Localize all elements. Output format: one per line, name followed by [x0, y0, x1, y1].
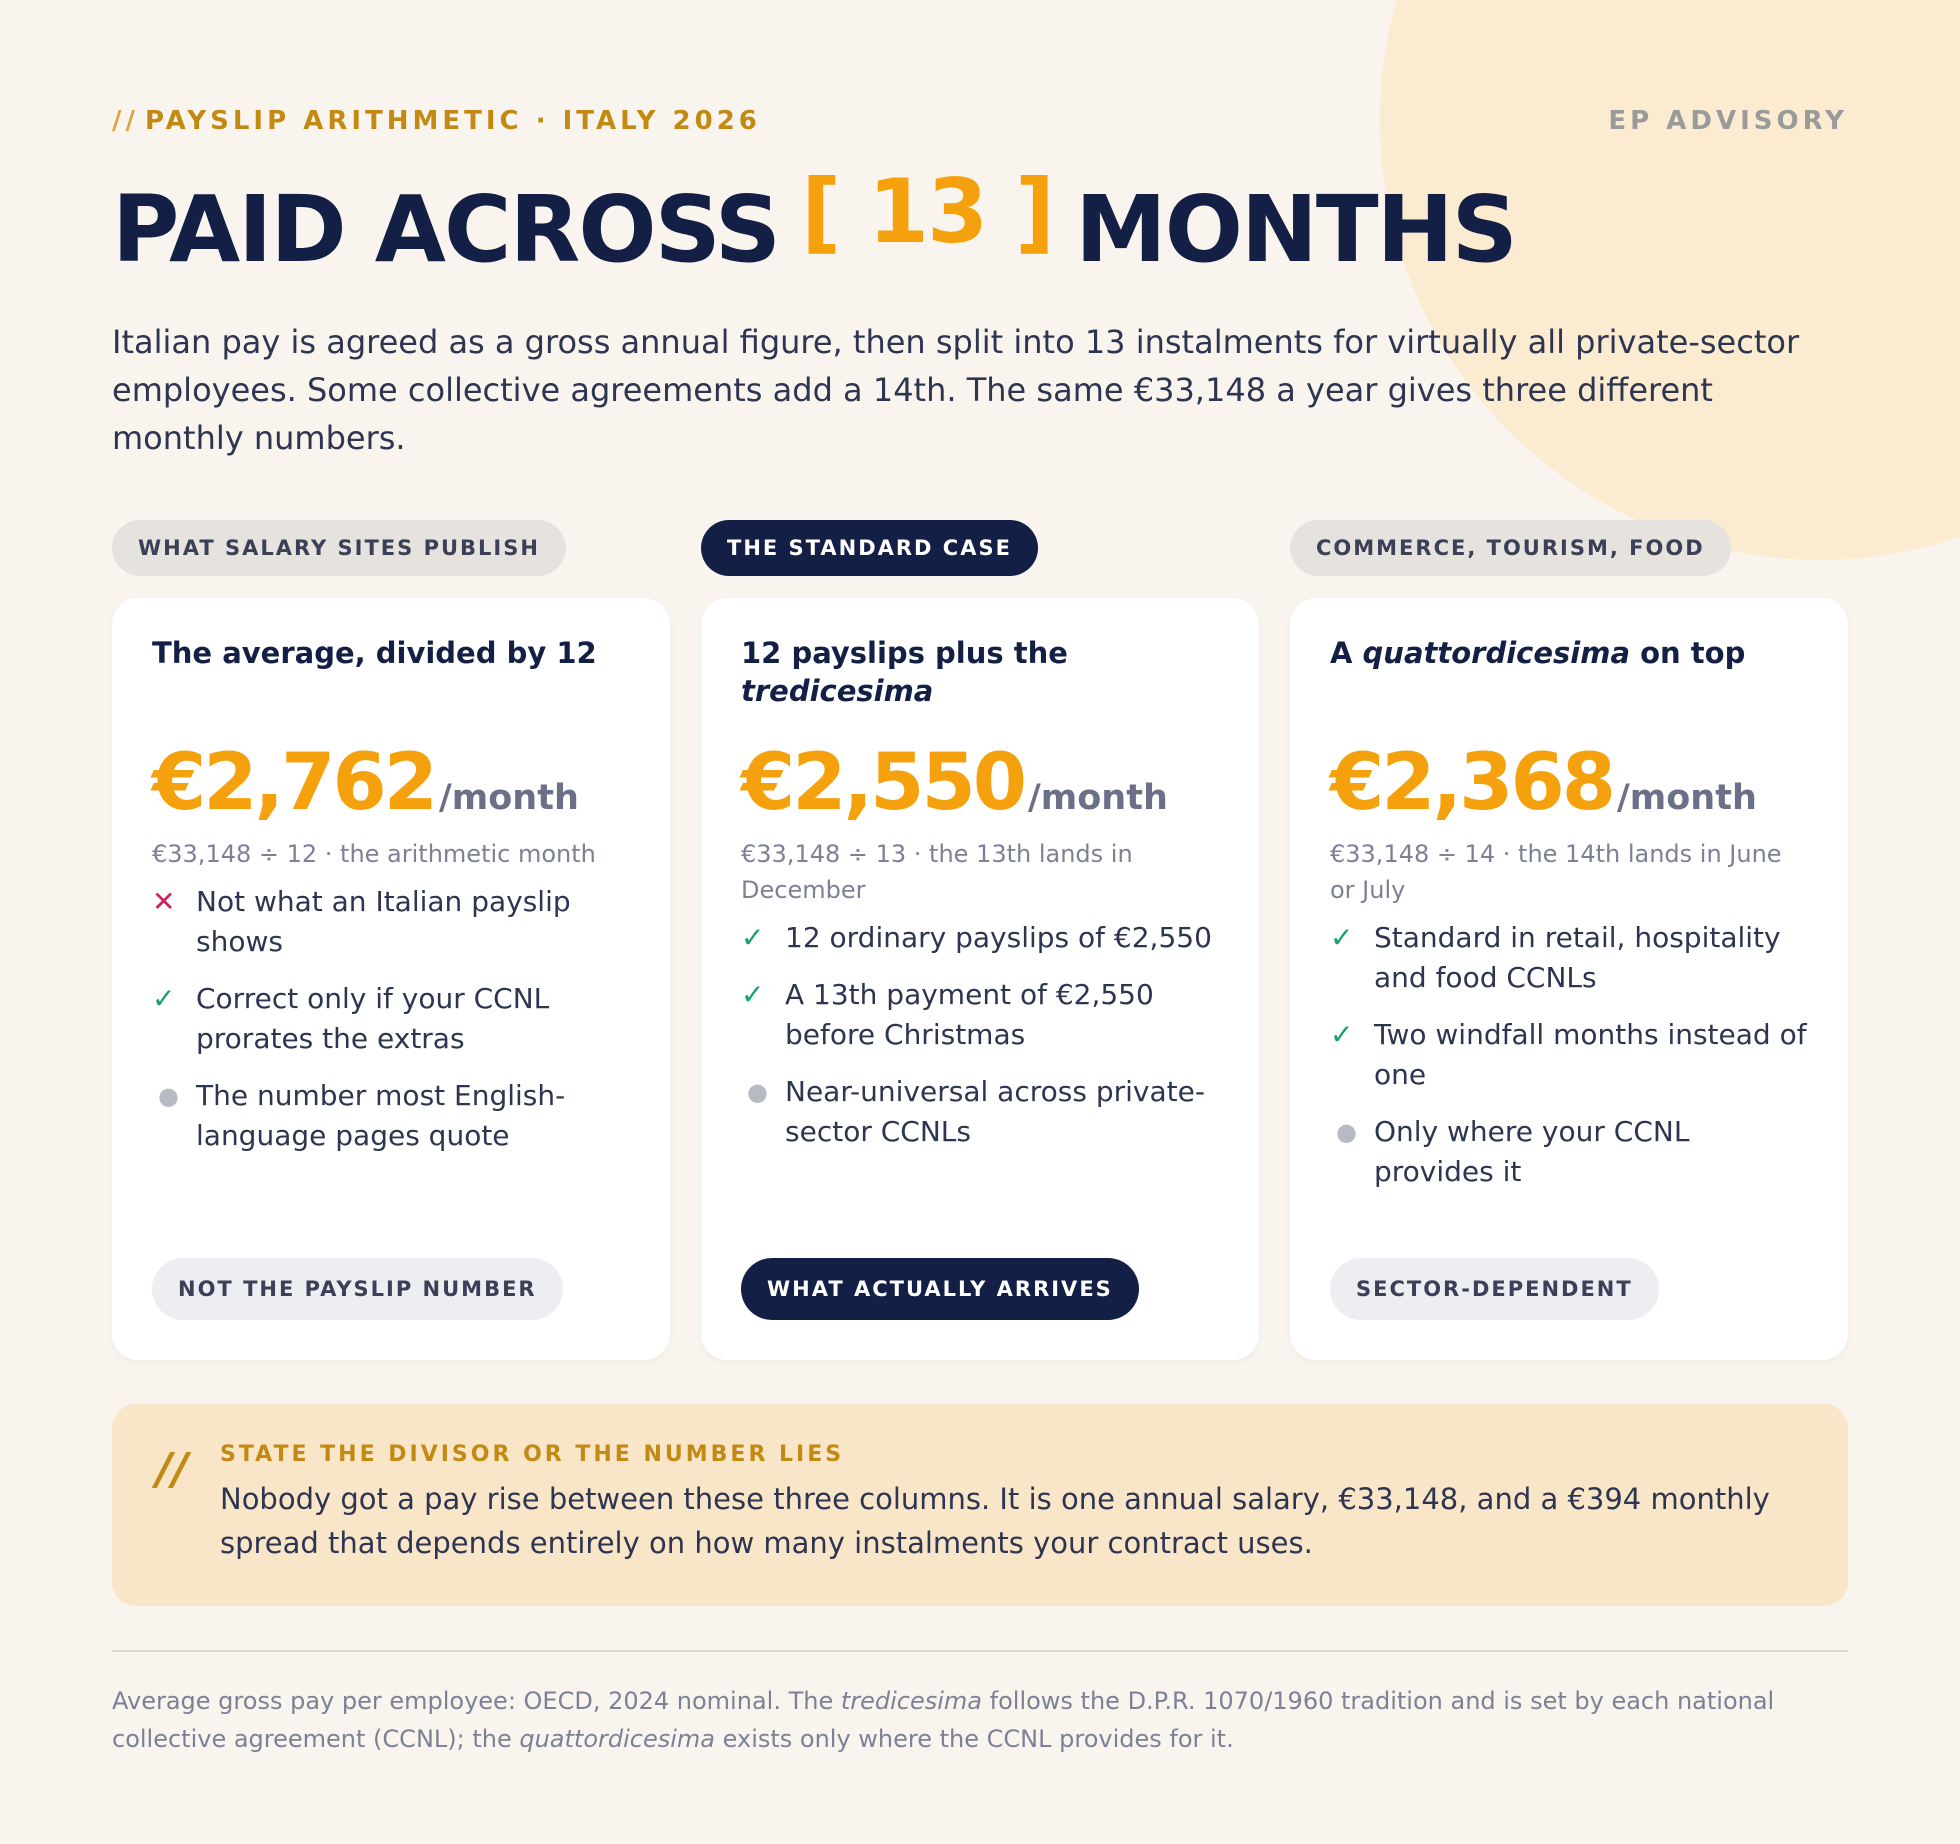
feature-list — [1330, 918, 1808, 1192]
card-title-italic: tredicesima — [741, 674, 934, 708]
list-item-text: Standard in retail, hospitality and food CCNLs — [1374, 921, 1781, 994]
list-item — [741, 918, 1219, 958]
title-post: MONTHS — [1075, 176, 1516, 283]
source-text-c: exists only where the CCNL provides for it. — [715, 1725, 1234, 1753]
list-item — [152, 979, 630, 1059]
bullet-dot-icon: ● — [1336, 1118, 1357, 1146]
feature-list — [152, 882, 630, 1156]
list-item-text: Near-universal across private-sector CCNLs — [785, 1075, 1205, 1148]
kicker-text: PAYSLIP ARITHMETIC · ITALY 2026 — [145, 106, 761, 136]
title-pre: PAID ACROSS — [112, 176, 779, 283]
monthly-price — [741, 738, 1219, 828]
list-item — [1330, 1112, 1808, 1192]
column-tag: WHAT SALARY SITES PUBLISH — [112, 520, 566, 576]
source-text-a: Average gross pay per employee: OECD, 2024 nominal. The — [112, 1687, 841, 1715]
card-title-text: A — [1330, 636, 1363, 670]
card — [701, 598, 1259, 1360]
kicker-slashes: // — [112, 106, 139, 136]
list-item-text: Correct only if your CCNL prorates the extras — [196, 982, 550, 1055]
list-item-text: Two windfall months instead of one — [1374, 1018, 1807, 1091]
price-unit: /month — [1028, 778, 1168, 818]
card — [112, 598, 670, 1360]
price-amount: €2,762 — [152, 738, 435, 828]
card — [1290, 598, 1848, 1360]
top-bar — [112, 106, 1848, 136]
list-item-text: A 13th payment of €2,550 before Christmas — [785, 978, 1154, 1051]
price-amount: €2,368 — [1330, 738, 1613, 828]
column-fourteenth — [1290, 520, 1848, 1301]
check-icon: ✓ — [1330, 1018, 1354, 1051]
list-item-text: Only where your CCNL provides it — [1374, 1115, 1690, 1188]
title-highlight: [ 13 ] — [800, 160, 1054, 263]
monthly-price — [1330, 738, 1808, 828]
list-item — [741, 1072, 1219, 1152]
divider — [112, 1650, 1848, 1652]
callout-box — [112, 1404, 1848, 1606]
list-item — [1330, 1015, 1808, 1095]
check-icon: ✓ — [1330, 921, 1354, 954]
bullet-dot-icon: ● — [747, 1078, 768, 1106]
feature-list — [741, 918, 1219, 1152]
cross-icon: ✕ — [152, 885, 176, 918]
list-item-text: The number most English-language pages quote — [196, 1079, 566, 1152]
card-title — [1330, 634, 1808, 710]
callout-body: Nobody got a pay rise between these three columns. It is one annual salary, €33,148, and a €394 monthly spread that depends entirely on how many instalments your contract uses. — [220, 1482, 1770, 1560]
column-standard — [701, 520, 1259, 1301]
price-formula: €33,148 ÷ 12 · the arithmetic month — [152, 840, 596, 868]
monthly-price — [152, 738, 630, 828]
intro-paragraph: Italian pay is agreed as a gross annual figure, then split into 13 instalments for virtually all private-sector employees. Some collective agreements add a 14th. The same €33,148 a year gives three different monthly numbers. — [112, 323, 1800, 457]
list-item-text: 12 ordinary payslips of €2,550 — [785, 921, 1212, 954]
price-amount: €2,550 — [741, 738, 1024, 828]
kicker — [112, 106, 761, 136]
card-footer-badge: NOT THE PAYSLIP NUMBER — [152, 1258, 563, 1320]
price-unit: /month — [439, 778, 579, 818]
bullet-dot-icon: ● — [158, 1082, 179, 1110]
callout-slashes-icon: // — [156, 1444, 189, 1495]
list-item-text: Not what an Italian payslip shows — [196, 885, 571, 958]
column-tag: THE STANDARD CASE — [701, 520, 1038, 576]
callout-heading: STATE THE DIVISOR OR THE NUMBER LIES — [220, 1442, 845, 1467]
list-item — [741, 975, 1219, 1055]
check-icon: ✓ — [741, 921, 765, 954]
list-item — [152, 1076, 630, 1156]
price-formula: €33,148 ÷ 14 · the 14th lands in June or July — [1330, 840, 1782, 904]
card-footer-badge: SECTOR-DEPENDENT — [1330, 1258, 1659, 1320]
brand-name: EP ADVISORY — [1608, 106, 1848, 136]
source-note — [112, 1682, 1848, 1758]
list-item — [152, 882, 630, 962]
check-icon: ✓ — [741, 978, 765, 1011]
source-italic-1: tredicesima — [840, 1687, 983, 1715]
card-title-text-b: on top — [1630, 636, 1746, 670]
list-item — [1330, 918, 1808, 998]
page-title — [112, 160, 1516, 283]
column-tag: COMMERCE, TOURISM, FOOD — [1290, 520, 1731, 576]
card-footer-badge: WHAT ACTUALLY ARRIVES — [741, 1258, 1139, 1320]
card-title-text: The average, divided by 12 — [152, 636, 597, 670]
card-title-italic: quattordicesima — [1362, 636, 1631, 670]
price-unit: /month — [1617, 778, 1757, 818]
card-title — [152, 634, 630, 710]
source-text-b: follows the D.P.R. 1070/1960 tradition and is set by each national collective agreement (CCNL); the — [112, 1687, 1775, 1753]
check-icon: ✓ — [152, 982, 176, 1015]
card-title-text: 12 payslips plus the — [741, 636, 1068, 670]
price-formula: €33,148 ÷ 13 · the 13th lands in December — [741, 840, 1133, 904]
card-title — [741, 634, 1219, 710]
source-italic-2: quattordicesima — [519, 1725, 716, 1753]
column-average — [112, 520, 670, 1301]
